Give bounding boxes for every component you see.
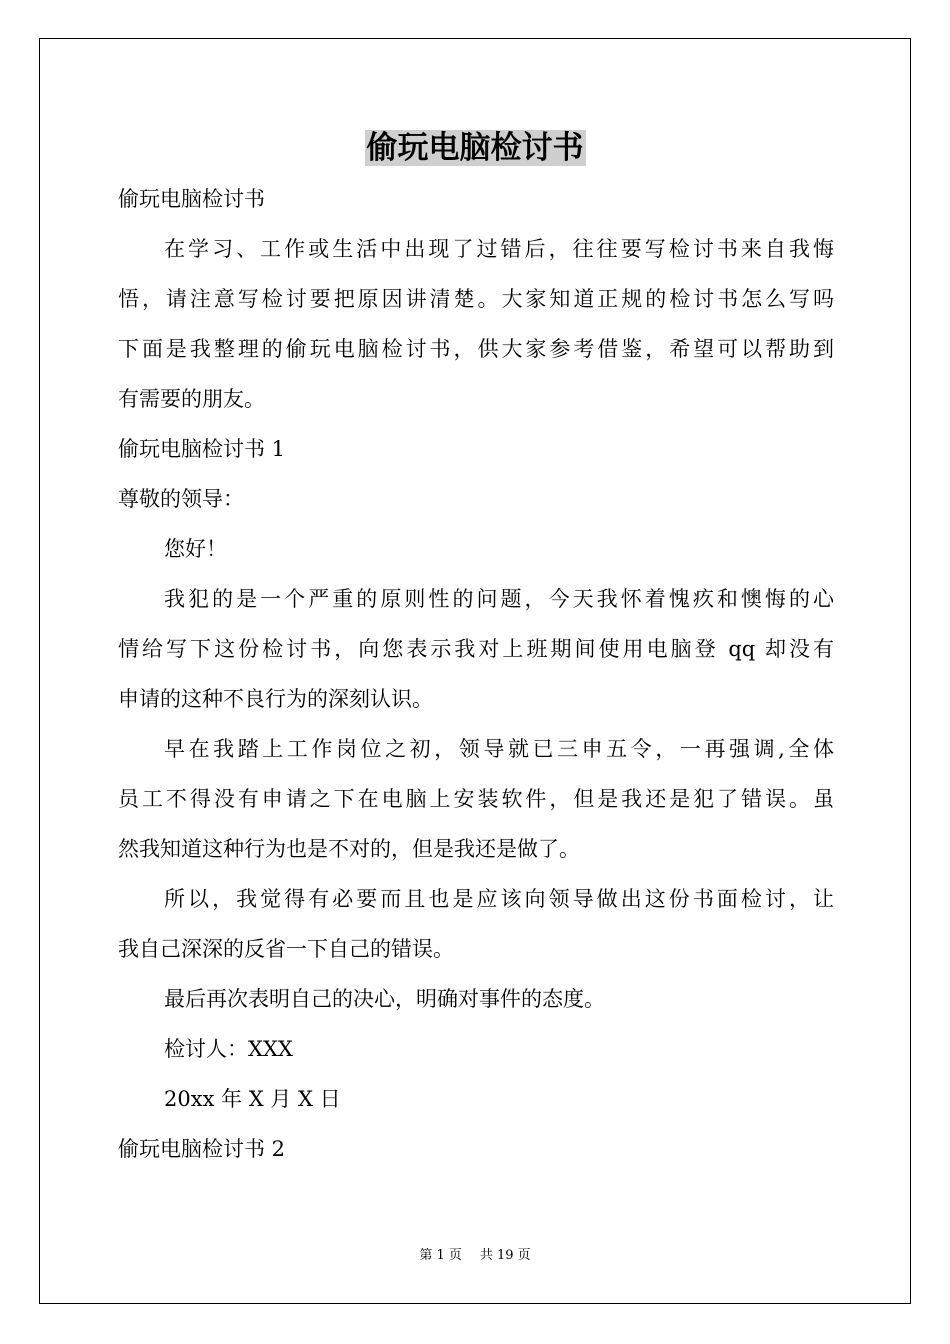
greeting: 您好！ [164,537,227,561]
intro-line-3: 下面是我整理的偷玩电脑检讨书，供大家参考借鉴，希望可以帮助到 [118,337,834,361]
body-line-4: 早在我踏上工作岗位之初，领导就已三申五令，一再强调,全体 [164,737,834,761]
page-total: 共 19 页 [479,1248,531,1263]
subtitle-line: 偷玩电脑检讨书 [118,187,265,211]
document-title [0,126,950,170]
body-line-8: 我自己深深的反省一下自己的错误。 [118,937,454,961]
body-line-2: 情给写下这份检讨书，向您表示我对上班期间使用电脑登 qq 却没有 [118,637,834,661]
page-footer [0,1246,950,1266]
body-line-5: 员工不得没有申请之下在电脑上安装软件，但是我还是犯了错误。虽 [118,787,834,811]
body-line-3: 申请的这种不良行为的深刻认识。 [118,687,433,711]
body-line-6: 然我知道这种行为也是不对的，但是我还是做了。 [118,837,580,861]
body-line-1: 我犯的是一个严重的原则性的问题，今天我怀着愧疚和懊悔的心 [164,587,834,611]
section-heading-2: 偷玩电脑检讨书 2 [118,1137,286,1161]
title-text: 偷玩电脑检讨书 [366,130,584,166]
page-number: 第 1 页 [419,1248,462,1263]
section-heading-1: 偷玩电脑检讨书 1 [118,437,286,461]
intro-line-2: 悟，请注意写检讨要把原因讲清楚。大家知道正规的检讨书怎么写吗 [118,287,834,311]
body-line-9: 最后再次表明自己的决心，明确对事件的态度。 [164,987,605,1011]
date-line: 20xx 年 X 月 X 日 [164,1087,341,1111]
signer-line: 检讨人：XXX [164,1037,293,1061]
intro-line-1: 在学习、工作或生活中出现了过错后，往往要写检讨书来自我悔 [164,237,834,261]
intro-line-4: 有需要的朋友。 [118,387,265,411]
salutation: 尊敬的领导： [118,487,244,511]
body-line-7: 所以，我觉得有必要而且也是应该向领导做出这份书面检讨，让 [164,887,834,911]
